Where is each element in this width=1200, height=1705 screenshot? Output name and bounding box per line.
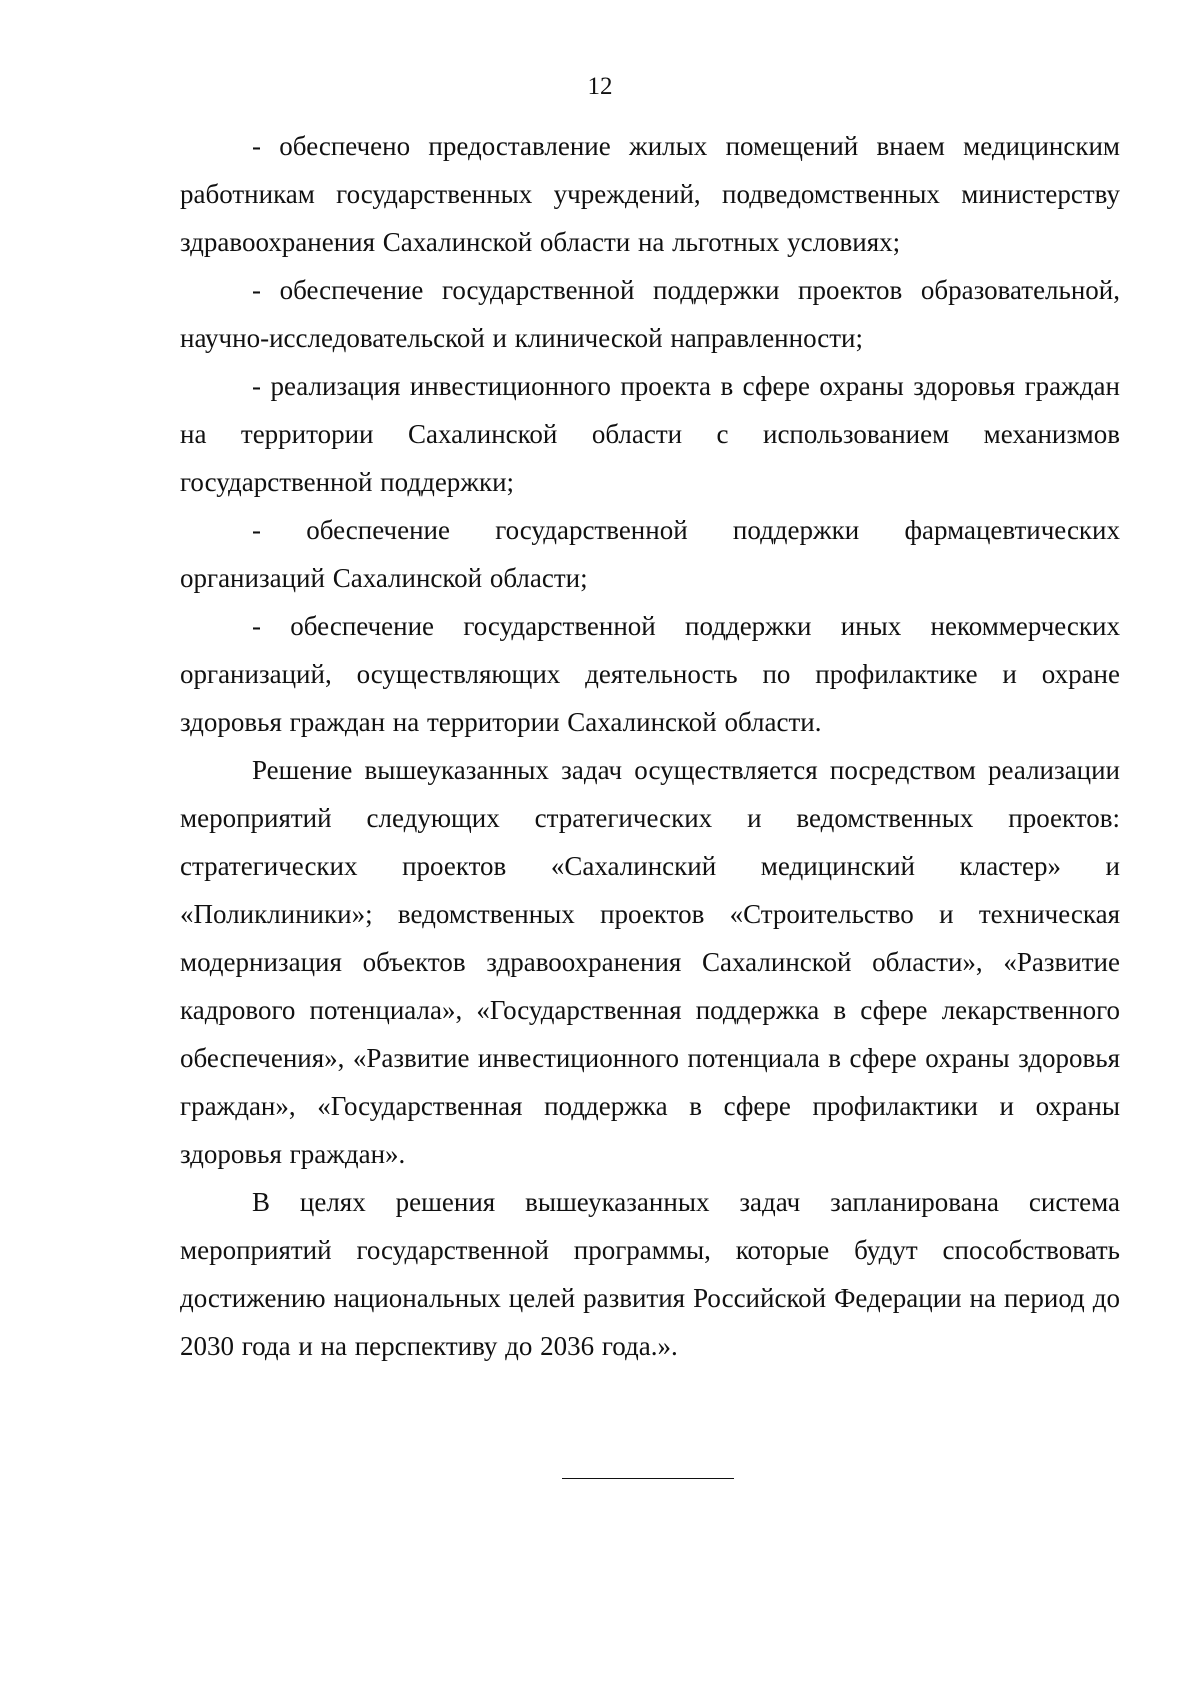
paragraph-projects: Решение вышеуказанных задач осуществляется посредством реализации мероприятий следующих стратегических и ведомственных проектов: стратегических проектов «Сахалинский медицинский кластер» и «Поликлиники»; ведомственных проектов «Строительство и техническая модернизация объектов здравоохранения Сахалинской области», «Развитие кадрового потенциала», «Государственная поддержка в сфере лекарственного обеспечения», «Развитие инвестиционного потенциала в сфере охраны здоровья граждан», «Государственная поддержка в сфере профилактики и охраны здоровья граждан». bbox=[180, 755, 1120, 1169]
paragraph-investment-project: - реализация инвестиционного проекта в сфере охраны здоровья граждан на территории Сахалинской области с использованием механизмов государственной поддержки; bbox=[180, 371, 1120, 497]
document-body bbox=[180, 122, 1120, 1370]
end-of-document-rule bbox=[562, 1478, 734, 1479]
paragraph-nonprofit-support: - обеспечение государственной поддержки иных некоммерческих организаций, осуществляющих деятельность по профилактике и охране здоровья граждан на территории Сахалинской области. bbox=[180, 611, 1120, 737]
paragraph-research-support: - обеспечение государственной поддержки проектов образовательной, научно-исследовательской и клинической направленности; bbox=[180, 275, 1120, 353]
paragraph-housing: - обеспечено предоставление жилых помещений внаем медицинским работникам государственных учреждений, подведомственных министерству здравоохранения Сахалинской области на льготных условиях; bbox=[180, 131, 1120, 257]
paragraph-program-goals: В целях решения вышеуказанных задач запланирована система мероприятий государственной программы, которые будут способствовать достижению национальных целей развития Российской Федерации на период до 2030 года и на перспективу до 2036 года.». bbox=[180, 1187, 1120, 1361]
paragraph-pharma-support: - обеспечение государственной поддержки фармацевтических организаций Сахалинской области; bbox=[180, 515, 1120, 593]
page-number: 12 bbox=[587, 73, 613, 100]
